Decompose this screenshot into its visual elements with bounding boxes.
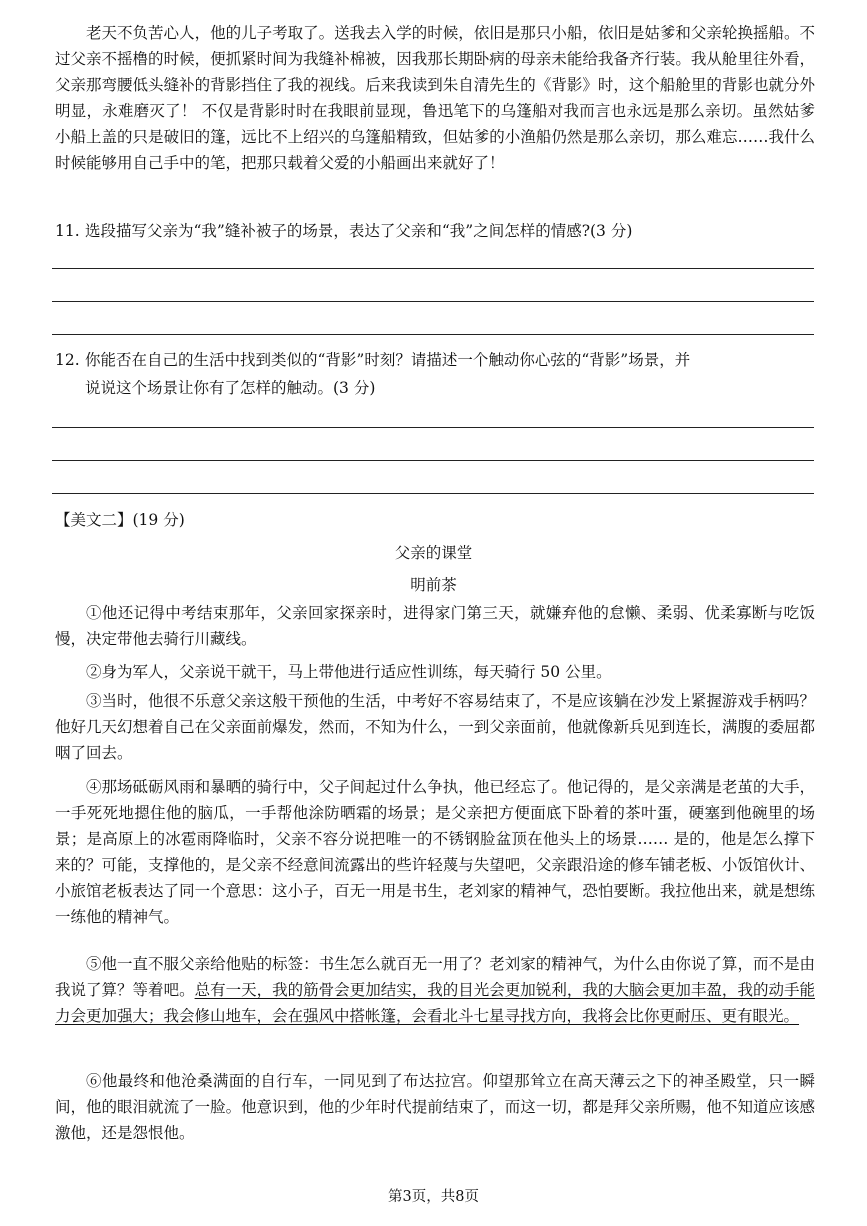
question-12-text-line2: 说说这个场景让你有了怎样的触动。(3 分) (85, 379, 376, 397)
question-12-text-line1: 你能否在自己的生活中找到类似的“背影”时刻？请描述一个触动你心弦的“背影”场景，并 (85, 351, 691, 369)
paragraph-6: ⑥他最终和他沧桑满面的自行车，一同见到了布达拉宫。仰望那耸立在高天薄云之下的神圣殿堂，只一瞬间，他的眼泪就流了一脸。他意识到，他的少年时代提前结束了，而这一切，都是拜父亲所赐，他不知道应该感激他，还是怨恨他。 (55, 1072, 815, 1142)
passage-author: 明前茶 (410, 576, 457, 594)
paragraph-5 (55, 951, 815, 1029)
paragraph-3: ③当时，他很不乐意父亲这般干预他的生活，中考好不容易结束了，不是应该躺在沙发上紧握游戏手柄吗？他好几天幻想着自己在父亲面前爆发，然而，不知为什么，一到父亲面前，他就像新兵见到连长，满腹的委屈都咽了回去。 (55, 692, 815, 762)
page-footer: 第3页，共8页 (388, 1189, 479, 1205)
question-12-number: 12. (55, 351, 80, 369)
answer-line-12-3[interactable] (52, 493, 814, 494)
answer-line-11-2[interactable] (52, 301, 814, 302)
section-label: 【美文二】(19 分) (55, 511, 185, 529)
question-11 (55, 217, 815, 245)
paragraph-1: ①他还记得中考结束那年，父亲回家探亲时，进得家门第三天，就嫌弃他的怠懒、柔弱、优柔寡断与吃饭慢，决定带他去骑行川藏线。 (55, 604, 815, 648)
paragraph-5-underlined: 总有一天，我的筋骨会更加结实，我的目光会更加锐利，我的大脑会更加丰盈，我的动手能力会更加强大；我会修山地车，会在强风中搭帐篷，会看北斗七星寻找方向，我将会比你更耐压、更有眼光。 (55, 981, 815, 1025)
answer-line-12-2[interactable] (52, 460, 814, 461)
passage1-paragraph: 老天不负苦心人，他的儿子考取了。送我去入学的时候，依旧是那只小船，依旧是姑爹和父亲轮换摇船。不过父亲不摇橹的时候，便抓紧时间为我缝补棉被，因我那长期卧病的母亲未能给我备齐行装。我从舱里往外看，父亲那弯腰低头缝补的背影挡住了我的视线。后来我读到朱自清先生的《背影》时，这个船舱里的背影也就分外明显，永难磨灭了！ 不仅是背影时时在我眼前显现，鲁迅笔下的乌篷船对我而言也永远是那么亲切。虽然姑爹小船上盖的只是破旧的篷，远比不上绍兴的乌篷船精致，但姑爹的小渔船仍然是那么亲切，那么难忘……我什么时候能够用自己手中的笔，把那只载着父爱的小船画出来就好了！ (55, 24, 815, 172)
question-11-text: 选段描写父亲为“我”缝补被子的场景，表达了父亲和“我”之间怎样的情感?(3 分) (85, 222, 633, 240)
answer-line-12-1[interactable] (52, 427, 814, 428)
answer-line-11-3[interactable] (52, 334, 814, 335)
paragraph-4: ④那场砥砺风雨和暴晒的骑行中，父子间起过什么争执，他已经忘了。他记得的，是父亲满是老茧的大手，一手死死地摁住他的脑瓜，一手帮他涂防晒霜的场景；是父亲把方便面底下卧着的茶叶蛋，硬塞到他碗里的场景；是高原上的冰雹雨降临时，父亲不容分说把唯一的不锈钢脸盆顶在他头上的场景…… 是的，他是怎么撑下来的？可能，支撑他的，是父亲不经意间流露出的些许轻蔑与失望吧，父亲跟沿途的修车铺老板、小饭馆伙计、小旅馆老板表达了同一个意思：这小子，百无一用是书生，老刘家的精神气，恐怕要断。我拉他出来，就是想练一练他的精神气。 (55, 778, 815, 926)
answer-line-11-1[interactable] (52, 268, 814, 269)
passage-title: 父亲的课堂 (394, 544, 473, 562)
paragraph-5-text: ⑤他一直不服父亲给他贴的标签：书生怎么就百无一用了？老刘家的精神气，为什么由你说了算，而不是由我说了算？等着吧。 (55, 955, 815, 999)
question-11-number: 11. (55, 222, 80, 240)
paragraph-2: ②身为军人，父亲说干就干，马上带他进行适应性训练，每天骑行 50 公里。 (86, 663, 612, 681)
question-12 (55, 346, 815, 402)
